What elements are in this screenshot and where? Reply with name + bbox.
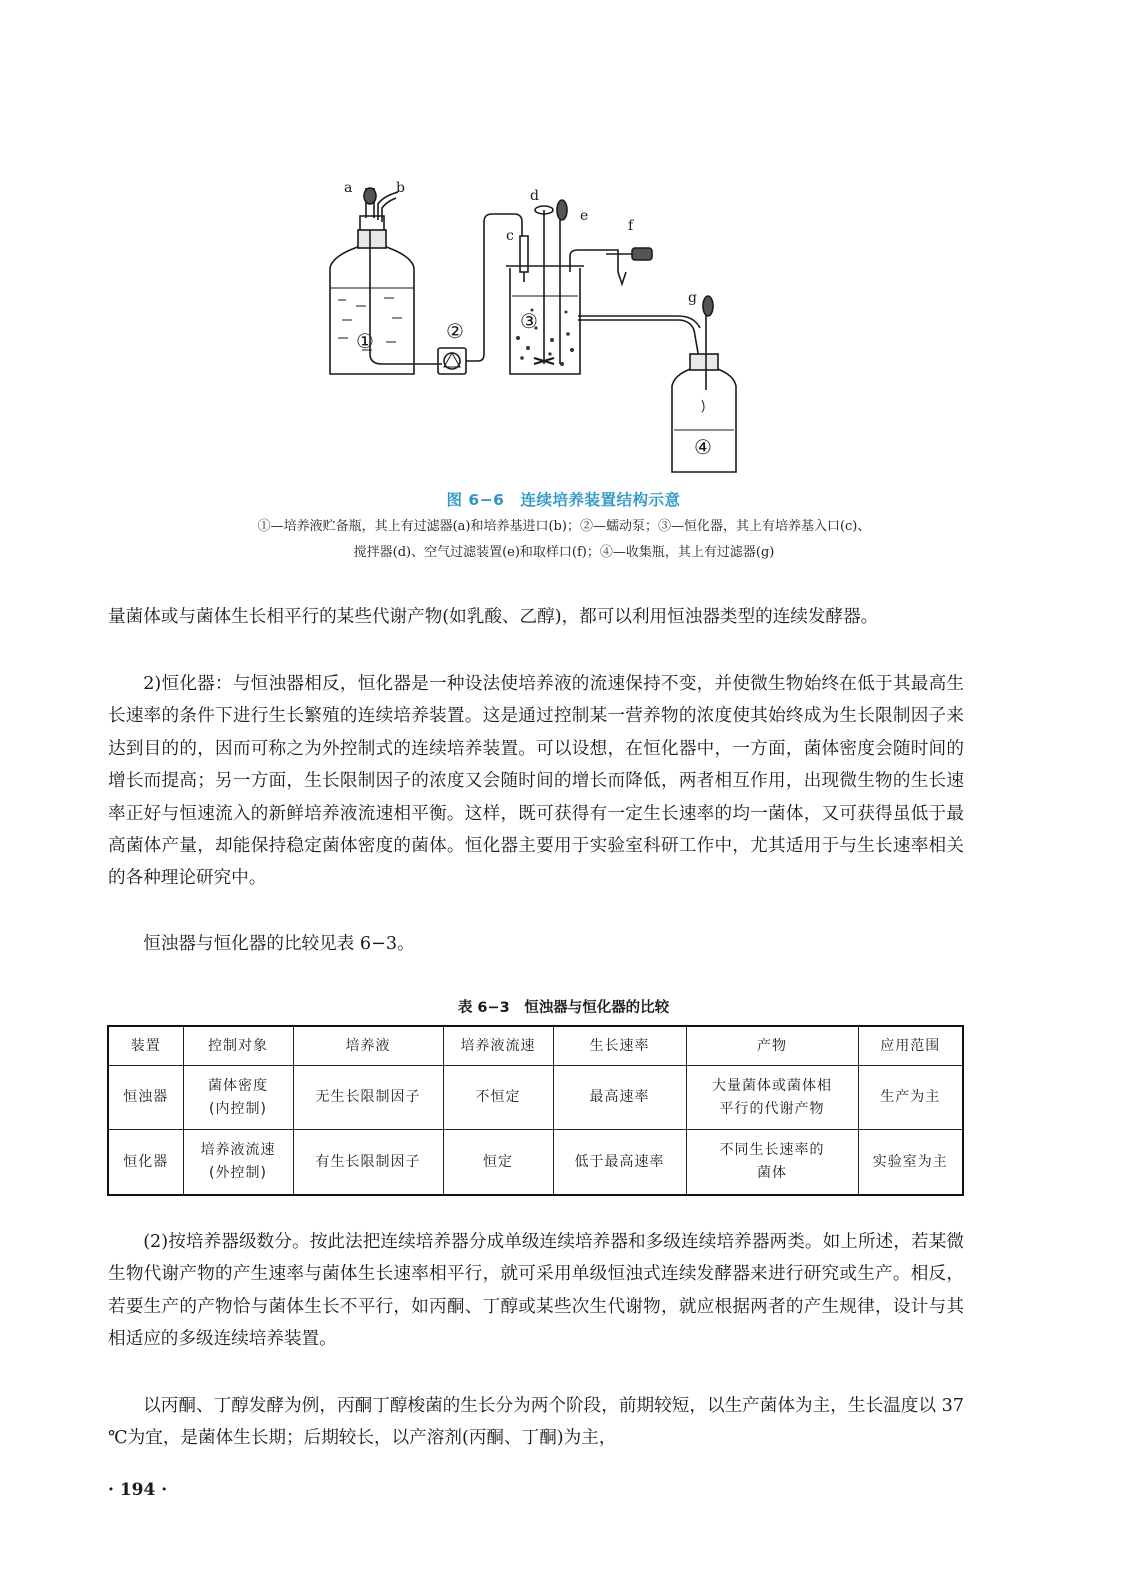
table-cell-flow: 恒定 <box>443 1130 553 1195</box>
table-cell-flow: 不恒定 <box>443 1066 553 1130</box>
table-cell-product <box>686 1130 858 1195</box>
cell-line: 不同生长速率的 <box>719 1142 825 1159</box>
peristaltic-pump-outline <box>438 348 466 374</box>
cell-line: 大量菌体或菌体相 <box>712 1077 832 1094</box>
table-cell-rate: 低于最高速率 <box>553 1130 686 1195</box>
table-cell-medium: 无生长限制因子 <box>293 1066 443 1130</box>
label-d: d <box>530 188 539 204</box>
paragraph-3: 恒浊器与恒化器的比较见表 6−3。 <box>143 934 415 954</box>
table-cell-scope: 实验室为主 <box>858 1130 963 1195</box>
table-header-cell: 生长速率 <box>553 1026 686 1066</box>
paragraph-1: 量菌体或与菌体生长相平行的某些代谢产物(如乳酸、乙醇)，都可以利用恒浊器类型的连续发酵器。 <box>108 607 879 627</box>
table-cell-medium: 有生长限制因子 <box>293 1130 443 1195</box>
table-cell-device: 恒浊器 <box>108 1066 183 1130</box>
table-header-cell: 产物 <box>686 1026 858 1066</box>
table-header-cell: 控制对象 <box>183 1026 293 1066</box>
label-e: e <box>580 208 589 224</box>
label-c: c <box>506 228 514 244</box>
table-cell-control <box>183 1066 293 1130</box>
paragraph-4: (2)按培养器级数分。按此法把连续培养器分成单级连续培养器和多级连续培养器两类。如上所述，若某微生物代谢产物的产生速率与菌体生长速率相平行，就可采用单级恒浊式连续发酵器来进行研究或生产。相反，若要生产的产物恰与菌体生长不平行，如丙酮、丁醇或某些次生代谢物，就应根据两者的产生规律，设计与其相适应的多级连续培养装置。 <box>108 1232 964 1350</box>
label-4: ④ <box>694 435 712 459</box>
table-cell-control <box>183 1130 293 1195</box>
continuous-culture-apparatus-diagram <box>322 178 742 476</box>
cell-line: (内控制) <box>209 1100 267 1117</box>
table-title: 表 6−3 恒浊器与恒化器的比较 <box>457 1000 670 1016</box>
label-g: g <box>688 290 697 306</box>
table-cell-scope: 生产为主 <box>858 1066 963 1130</box>
table-header-cell: 培养液流速 <box>443 1026 553 1066</box>
label-2: ② <box>446 319 464 343</box>
table-header-cell: 装置 <box>108 1026 183 1066</box>
paragraph-2-chemostat: 2)恒化器：与恒浊器相反，恒化器是一种设法使培养液的流速保持不变，并使微生物始终在低于其最高生长速率的条件下进行生长繁殖的连续培养装置。这是通过控制某一营养物的浓度使其始终成为生长限制因子来达到目的的，因而可称之为外控制式的连续培养装置。可以设想，在恒化器中，一方面，菌体密度会随时间的增长而提高；另一方面，生长限制因子的浓度又会随时间的增长而降低，两者相互作用，出现微生物的生长速率正好与恒速流入的新鲜培养液流速相平衡。这样，既可获得有一定生长速率的均一菌体，又可获得虽低于最高菌体产量，却能保持稳定菌体密度的菌体。恒化器主要用于实验室科研工作中，尤其适用于与生长速率相关的各种理论研究中。 <box>108 674 964 889</box>
label-a: a <box>344 180 353 196</box>
figure-caption-line-1: ①—培养液贮备瓶，其上有过滤器(a)和培养基进口(b)；②—蠕动泵；③—恒化器，其上有培养基入口(c)、 <box>257 519 871 534</box>
table-cell-device: 恒化器 <box>108 1130 183 1195</box>
cell-line: 平行的代谢产物 <box>719 1100 825 1117</box>
comparison-table <box>107 1025 964 1196</box>
cell-line: 菌体 <box>757 1165 787 1182</box>
page-number: · 194 · <box>108 1480 168 1500</box>
table-row <box>108 1066 963 1130</box>
figure-caption-line-2: 搅拌器(d)、空气过滤装置(e)和取样口(f)；④—收集瓶，其上有过滤器(g) <box>353 545 775 560</box>
paragraph-5: 以丙酮、丁醇发酵为例，丙酮丁醇梭菌的生长分为两个阶段，前期较短，以生产菌体为主，生长温度以 37 ℃为宜，是菌体生长期；后期较长，以产溶剂(丙酮、丁酮)为主， <box>108 1396 964 1449</box>
label-3: ③ <box>520 309 538 333</box>
cell-line: 培养液流速 <box>200 1142 276 1159</box>
table-cell-product <box>686 1066 858 1130</box>
table-row <box>108 1130 963 1195</box>
cell-line: 菌体密度 <box>208 1077 268 1094</box>
figure-title: 图 6−6 连续培养装置结构示意 <box>446 491 681 509</box>
label-1: ① <box>356 329 374 353</box>
table-header-cell: 培养液 <box>293 1026 443 1066</box>
label-b: b <box>396 180 405 196</box>
table-cell-rate: 最高速率 <box>553 1066 686 1130</box>
figure-caption <box>108 514 1020 566</box>
table-header-cell: 应用范围 <box>858 1026 963 1066</box>
table-header-row <box>108 1026 963 1066</box>
cell-line: (外控制) <box>209 1165 267 1182</box>
label-f: f <box>628 218 634 234</box>
